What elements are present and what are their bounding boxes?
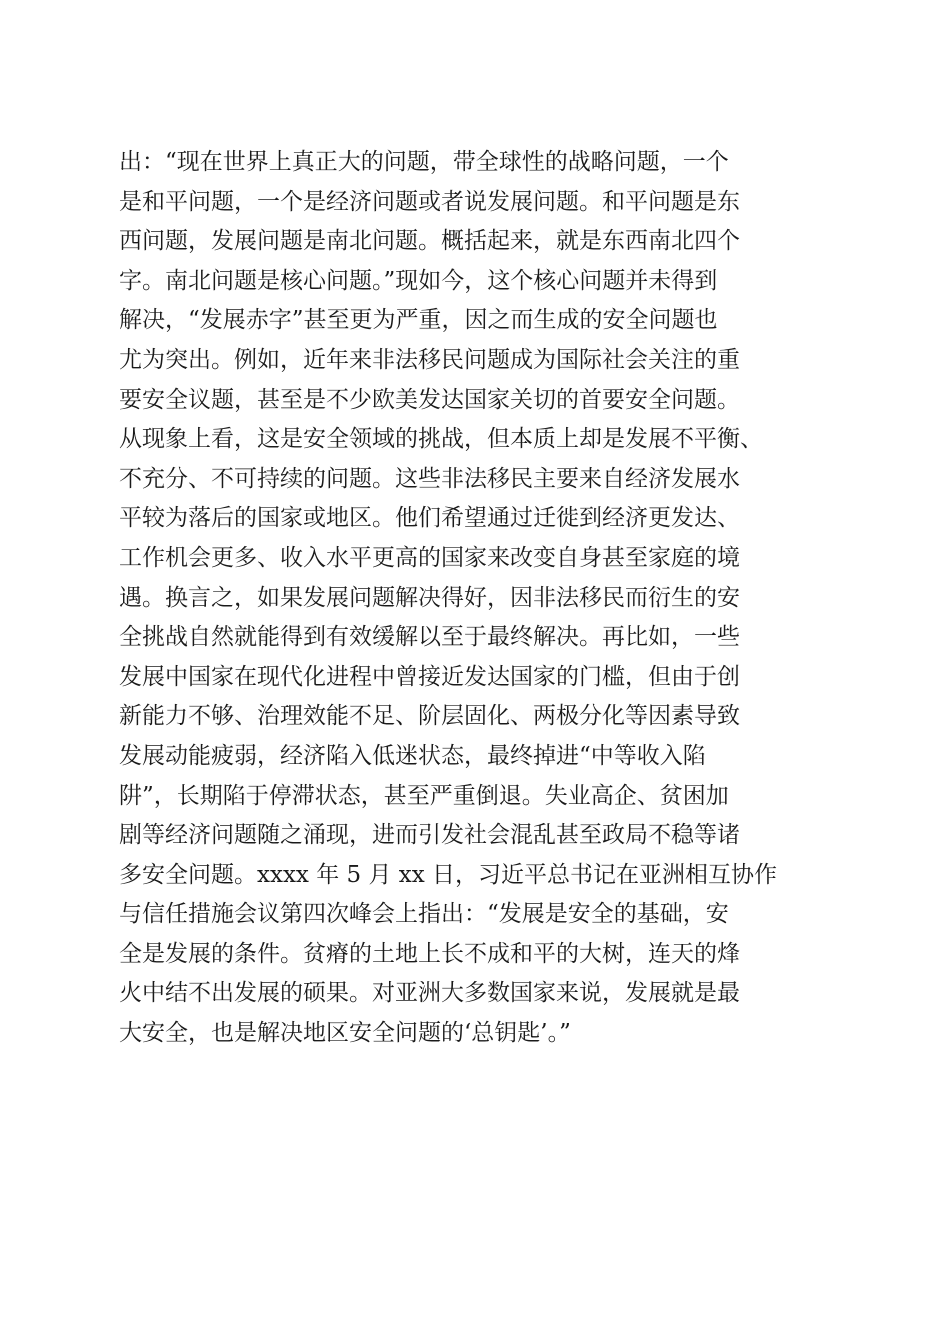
text-line: 大安全，也是解决地区安全问题的‘总钥匙’。” <box>119 1020 571 1047</box>
text-line: 尤为突出。例如，近年来非法移民问题成为国际社会关注的重 <box>119 346 740 373</box>
text-line: 全挑战自然就能得到有效缓解以至于最终解决。再比如，一些 <box>119 624 740 651</box>
text-line: 不充分、不可持续的问题。这些非法移民主要来自经济发展水 <box>119 465 740 492</box>
text-line: 发展动能疲弱，经济陷入低迷状态，最终掉进“中等收入陷 <box>119 742 706 769</box>
text-line: 字。南北问题是核心问题。”现如今，这个核心问题并未得到 <box>119 267 718 294</box>
text-line: 从现象上看，这是安全领域的挑战，但本质上却是发展不平衡、 <box>119 426 763 453</box>
text-line: 多安全问题。xxxx 年 5 月 xx 日，习近平总书记在亚洲相互协作 <box>119 861 778 888</box>
text-line: 工作机会更多、收入水平更高的国家来改变自身甚至家庭的境 <box>119 544 740 571</box>
text-line: 西问题，发展问题是南北问题。概括起来，就是东西南北四个 <box>119 228 740 255</box>
body-paragraph <box>119 143 839 1054</box>
text-line: 是和平问题，一个是经济问题或者说发展问题。和平问题是东 <box>119 188 740 215</box>
text-line: 新能力不够、治理效能不足、阶层固化、两极分化等因素导致 <box>119 703 740 730</box>
text-line: 平较为落后的国家或地区。他们希望通过迁徙到经济更发达、 <box>119 505 740 532</box>
text-line: 出：“现在世界上真正大的问题，带全球性的战略问题，一个 <box>119 149 729 175</box>
text-line: 解决，“发展赤字”甚至更为严重，因之而生成的安全问题也 <box>119 307 718 334</box>
text-line: 火中结不出发展的硕果。对亚洲大多数国家来说，发展就是最 <box>119 980 740 1007</box>
text-line: 与信任措施会议第四次峰会上指出：“发展是安全的基础，安 <box>119 901 729 928</box>
text-line: 发展中国家在现代化进程中曾接近发达国家的门槛，但由于创 <box>119 663 740 690</box>
text-line: 剧等经济问题随之涌现，进而引发社会混乱甚至政局不稳等诸 <box>119 822 740 849</box>
text-line: 阱”，长期陷于停滞状态，甚至严重倒退。失业高企、贫困加 <box>119 782 729 809</box>
text-line: 全是发展的条件。贫瘠的土地上长不成和平的大树，连天的烽 <box>119 940 740 967</box>
text-line: 要安全议题，甚至是不少欧美发达国家关切的首要安全问题。 <box>119 386 740 413</box>
text-line: 遇。换言之，如果发展问题解决得好，因非法移民而衍生的安 <box>119 584 740 611</box>
